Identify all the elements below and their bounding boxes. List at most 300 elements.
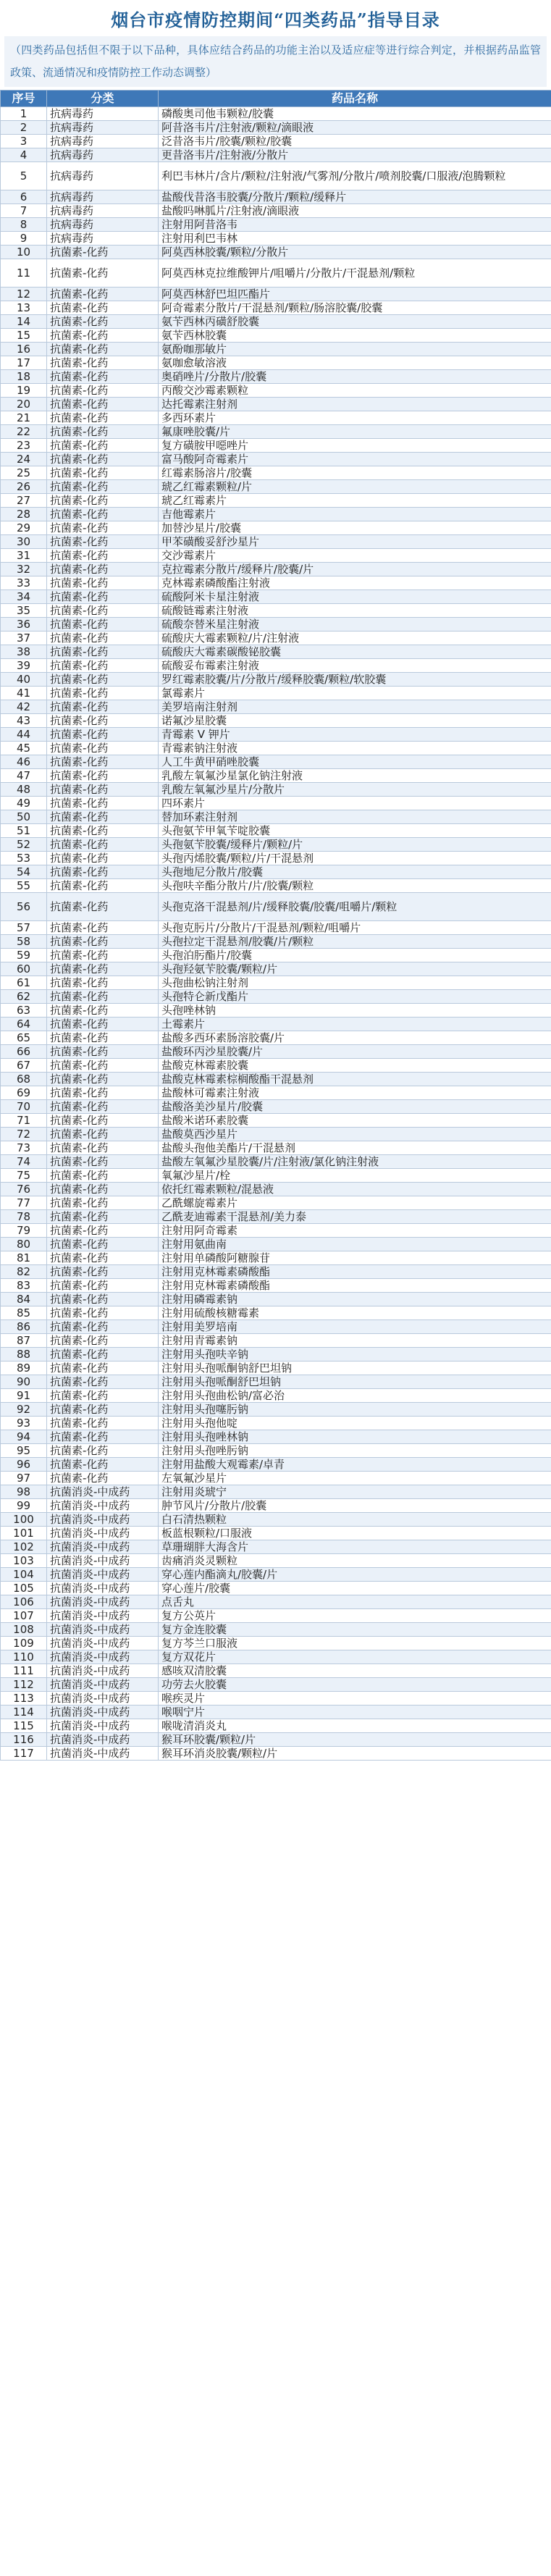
row-name: 盐酸伐昔洛韦胶囊/分散片/颗粒/缓释片: [159, 190, 551, 204]
row-name: 盐酸米诺环素胶囊: [159, 1114, 551, 1128]
row-no: 9: [1, 232, 47, 246]
table-row: [1, 1293, 551, 1306]
table-row: [1, 370, 551, 384]
row-no: 42: [1, 700, 47, 714]
row-name: 阿莫西林舒巴坦匹酯片: [159, 288, 551, 301]
row-no: 22: [1, 425, 47, 439]
table-row: [1, 1499, 551, 1513]
table-row: [1, 1719, 551, 1733]
table-row: [1, 742, 551, 755]
row-no: 82: [1, 1265, 47, 1279]
row-no: 11: [1, 259, 47, 288]
table-row: [1, 466, 551, 480]
row-category: 抗菌素-化药: [47, 949, 159, 962]
row-no: 54: [1, 865, 47, 879]
row-category: 抗菌素-化药: [47, 1403, 159, 1417]
row-no: 38: [1, 645, 47, 659]
row-name: 复方芩兰口服液: [159, 1637, 551, 1650]
row-name: 阿奇霉素分散片/干混悬剂/颗粒/肠溶胶囊/胶囊: [159, 301, 551, 315]
table-row: [1, 949, 551, 962]
table-row: [1, 893, 551, 921]
row-category: 抗菌素-化药: [47, 1320, 159, 1334]
row-name: 乳酸左氧氟沙星片/分散片: [159, 783, 551, 797]
table-row: [1, 769, 551, 783]
row-name: 甲苯磺酸妥舒沙星片: [159, 535, 551, 549]
row-category: 抗菌素-化药: [47, 893, 159, 921]
table-row: [1, 921, 551, 935]
row-name: 头孢克肟片/分散片/干混悬剂/颗粒/咀嚼片: [159, 921, 551, 935]
table-row: [1, 1059, 551, 1073]
row-category: 抗菌素-化药: [47, 356, 159, 370]
row-category: 抗菌消炎-中成药: [47, 1499, 159, 1513]
row-name: 琥乙红霉素片: [159, 494, 551, 508]
row-name: 交沙霉素片: [159, 549, 551, 563]
table-row: [1, 1582, 551, 1595]
row-no: 74: [1, 1155, 47, 1169]
row-no: 105: [1, 1582, 47, 1595]
table-header-row: [1, 91, 551, 107]
row-name: 硫酸庆大霉素颗粒/片/注射液: [159, 632, 551, 645]
table-row: [1, 824, 551, 838]
table-row: [1, 852, 551, 865]
row-category: 抗菌素-化药: [47, 480, 159, 494]
row-no: 76: [1, 1183, 47, 1196]
row-name: 盐酸克林霉素棕榈酸酯干混悬剂: [159, 1073, 551, 1086]
row-name: 氨苄西林丙磺舒胶囊: [159, 315, 551, 329]
document-title: 烟台市疫情防控期间“四类药品”指导目录: [111, 9, 440, 30]
row-name: 盐酸洛美沙星片/胶囊: [159, 1100, 551, 1114]
table-row: [1, 755, 551, 769]
row-no: 95: [1, 1444, 47, 1458]
row-category: 抗菌素-化药: [47, 976, 159, 990]
table-row: [1, 343, 551, 356]
table-row: [1, 1568, 551, 1582]
row-name: 氨苄西林胶囊: [159, 329, 551, 343]
table-row: [1, 659, 551, 673]
table-row: [1, 1623, 551, 1637]
row-name: 盐酸左氧氟沙星胶囊/片/注射液/氯化钠注射液: [159, 1155, 551, 1169]
row-name: 阿莫西林克拉维酸钾片/咀嚼片/分散片/干混悬剂/颗粒: [159, 259, 551, 288]
row-name: 盐酸莫西沙星片: [159, 1128, 551, 1141]
row-name: 盐酸头孢他美酯片/干混悬剂: [159, 1141, 551, 1155]
row-no: 18: [1, 370, 47, 384]
row-category: 抗菌消炎-中成药: [47, 1706, 159, 1719]
row-category: 抗菌素-化药: [47, 1018, 159, 1031]
table-row: [1, 783, 551, 797]
row-category: 抗菌素-化药: [47, 879, 159, 893]
row-name: 复方金连胶囊: [159, 1623, 551, 1637]
row-name: 注射用克林霉素磷酸酯: [159, 1265, 551, 1279]
row-no: 6: [1, 190, 47, 204]
row-no: 28: [1, 508, 47, 521]
row-name: 乙酰麦迪霉素干混悬剂/美力泰: [159, 1210, 551, 1224]
row-category: 抗菌素-化药: [47, 1251, 159, 1265]
row-no: 34: [1, 590, 47, 604]
row-name: 注射用阿昔洛韦: [159, 218, 551, 232]
row-category: 抗菌素-化药: [47, 288, 159, 301]
row-name: 猴耳环胶囊/颗粒/片: [159, 1733, 551, 1747]
row-category: 抗菌消炎-中成药: [47, 1513, 159, 1527]
row-category: 抗菌消炎-中成药: [47, 1527, 159, 1540]
row-name: 穿心莲片/胶囊: [159, 1582, 551, 1595]
row-category: 抗菌素-化药: [47, 742, 159, 755]
row-category: 抗菌消炎-中成药: [47, 1609, 159, 1623]
table-row: [1, 700, 551, 714]
row-category: 抗菌素-化药: [47, 466, 159, 480]
row-category: 抗病毒药: [47, 218, 159, 232]
row-no: 103: [1, 1554, 47, 1568]
table-row: [1, 1637, 551, 1650]
row-no: 113: [1, 1692, 47, 1706]
row-no: 20: [1, 398, 47, 411]
table-row: [1, 1306, 551, 1320]
row-category: 抗菌素-化药: [47, 1472, 159, 1485]
table-row: [1, 1403, 551, 1417]
row-no: 57: [1, 921, 47, 935]
table-row: [1, 232, 551, 246]
row-category: 抗菌素-化药: [47, 1293, 159, 1306]
row-category: 抗菌素-化药: [47, 1348, 159, 1362]
row-category: 抗菌素-化药: [47, 315, 159, 329]
row-no: 116: [1, 1733, 47, 1747]
row-no: 87: [1, 1334, 47, 1348]
row-category: 抗菌素-化药: [47, 494, 159, 508]
row-category: 抗菌素-化药: [47, 962, 159, 976]
row-category: 抗菌素-化药: [47, 1444, 159, 1458]
row-name: 复方双花片: [159, 1650, 551, 1664]
row-no: 56: [1, 893, 47, 921]
row-category: 抗菌素-化药: [47, 1389, 159, 1403]
table-row: [1, 714, 551, 728]
table-row: [1, 576, 551, 590]
table-row: [1, 563, 551, 576]
table-row: [1, 810, 551, 824]
row-no: 94: [1, 1430, 47, 1444]
table-row: [1, 384, 551, 398]
row-no: 59: [1, 949, 47, 962]
row-no: 88: [1, 1348, 47, 1362]
row-name: 头孢丙烯胶囊/颗粒/片/干混悬剂: [159, 852, 551, 865]
table-row: [1, 1196, 551, 1210]
row-no: 68: [1, 1073, 47, 1086]
table-row: [1, 728, 551, 742]
row-name: 美罗培南注射剂: [159, 700, 551, 714]
row-no: 39: [1, 659, 47, 673]
table-row: [1, 935, 551, 949]
row-category: 抗菌素-化药: [47, 301, 159, 315]
row-name: 头孢氨苄胶囊/缓释片/颗粒/片: [159, 838, 551, 852]
row-name: 头孢曲松钠注射剂: [159, 976, 551, 990]
table-row: [1, 1362, 551, 1375]
row-name: 板蓝根颗粒/口服液: [159, 1527, 551, 1540]
row-name: 注射用单磷酸阿糖腺苷: [159, 1251, 551, 1265]
row-no: 92: [1, 1403, 47, 1417]
row-no: 33: [1, 576, 47, 590]
row-no: 112: [1, 1678, 47, 1692]
row-no: 27: [1, 494, 47, 508]
row-no: 10: [1, 246, 47, 259]
row-category: 抗菌素-化药: [47, 673, 159, 687]
table-row: [1, 1031, 551, 1045]
row-category: 抗菌消炎-中成药: [47, 1568, 159, 1582]
row-no: 2: [1, 121, 47, 135]
row-name: 四环素片: [159, 797, 551, 810]
row-category: 抗菌素-化药: [47, 1004, 159, 1018]
row-category: 抗菌素-化药: [47, 343, 159, 356]
row-no: 70: [1, 1100, 47, 1114]
row-no: 83: [1, 1279, 47, 1293]
row-no: 13: [1, 301, 47, 315]
row-category: 抗菌素-化药: [47, 1265, 159, 1279]
table-row: [1, 1540, 551, 1554]
row-category: 抗菌素-化药: [47, 1362, 159, 1375]
row-name: 感咳双清胶囊: [159, 1664, 551, 1678]
row-category: 抗菌素-化药: [47, 1141, 159, 1155]
table-row: [1, 508, 551, 521]
row-no: 46: [1, 755, 47, 769]
table-row: [1, 1389, 551, 1403]
table-row: [1, 1018, 551, 1031]
row-category: 抗菌素-化药: [47, 411, 159, 425]
row-no: 73: [1, 1141, 47, 1155]
row-name: 青霉素 V 钾片: [159, 728, 551, 742]
row-category: 抗菌消炎-中成药: [47, 1692, 159, 1706]
row-category: 抗菌素-化药: [47, 700, 159, 714]
row-no: 63: [1, 1004, 47, 1018]
row-name: 诺氟沙星胶囊: [159, 714, 551, 728]
row-category: 抗菌消炎-中成药: [47, 1747, 159, 1761]
row-category: 抗病毒药: [47, 204, 159, 218]
row-no: 80: [1, 1238, 47, 1251]
row-category: 抗菌素-化药: [47, 1375, 159, 1389]
row-no: 60: [1, 962, 47, 976]
row-no: 29: [1, 521, 47, 535]
row-no: 62: [1, 990, 47, 1004]
row-name: 奥硝唑片/分散片/胶囊: [159, 370, 551, 384]
row-category: 抗菌素-化药: [47, 797, 159, 810]
row-name: 头孢羟氨苄胶囊/颗粒/片: [159, 962, 551, 976]
row-category: 抗菌素-化药: [47, 1128, 159, 1141]
row-name: 注射用硫酸核糖霉素: [159, 1306, 551, 1320]
table-row: [1, 1251, 551, 1265]
table-row: [1, 1706, 551, 1719]
row-name: 克拉霉素分散片/缓释片/胶囊/片: [159, 563, 551, 576]
row-name: 复方磺胺甲噁唑片: [159, 439, 551, 453]
row-name: 琥乙红霉素颗粒/片: [159, 480, 551, 494]
row-name: 头孢地尼分散片/胶囊: [159, 865, 551, 879]
table-row: [1, 1747, 551, 1761]
row-category: 抗菌消炎-中成药: [47, 1678, 159, 1692]
row-name: 人工牛黄甲硝唑胶囊: [159, 755, 551, 769]
row-no: 64: [1, 1018, 47, 1031]
table-row: [1, 1430, 551, 1444]
row-category: 抗菌素-化药: [47, 398, 159, 411]
row-category: 抗菌素-化药: [47, 1417, 159, 1430]
table-row: [1, 1045, 551, 1059]
table-row: [1, 1004, 551, 1018]
row-no: 79: [1, 1224, 47, 1238]
row-no: 17: [1, 356, 47, 370]
row-category: 抗菌素-化药: [47, 453, 159, 466]
table-row: [1, 990, 551, 1004]
row-category: 抗病毒药: [47, 232, 159, 246]
row-category: 抗菌素-化药: [47, 425, 159, 439]
header-name: 药品名称: [159, 91, 551, 107]
row-name: 头孢特仑新戊酯片: [159, 990, 551, 1004]
table-row: [1, 618, 551, 632]
table-row: [1, 398, 551, 411]
row-category: 抗菌素-化药: [47, 1114, 159, 1128]
row-no: 36: [1, 618, 47, 632]
row-no: 81: [1, 1251, 47, 1265]
row-category: 抗菌消炎-中成药: [47, 1485, 159, 1499]
table-row: [1, 1210, 551, 1224]
row-name: 盐酸吗啉胍片/注射液/滴眼液: [159, 204, 551, 218]
row-no: 7: [1, 204, 47, 218]
row-name: 更昔洛韦片/注射液/分散片: [159, 148, 551, 162]
row-category: 抗菌素-化药: [47, 645, 159, 659]
row-no: 32: [1, 563, 47, 576]
row-no: 49: [1, 797, 47, 810]
row-name: 硫酸链霉素注射液: [159, 604, 551, 618]
row-category: 抗菌素-化药: [47, 259, 159, 288]
row-no: 50: [1, 810, 47, 824]
row-no: 25: [1, 466, 47, 480]
row-category: 抗菌消炎-中成药: [47, 1582, 159, 1595]
row-category: 抗菌素-化药: [47, 521, 159, 535]
row-category: 抗菌素-化药: [47, 921, 159, 935]
table-row: [1, 204, 551, 218]
table-row: [1, 1609, 551, 1623]
row-name: 青霉素钠注射液: [159, 742, 551, 755]
row-name: 达托霉素注射剂: [159, 398, 551, 411]
row-no: 71: [1, 1114, 47, 1128]
row-no: 19: [1, 384, 47, 398]
row-name: 喉咽宁片: [159, 1706, 551, 1719]
row-no: 98: [1, 1485, 47, 1499]
row-category: 抗菌素-化药: [47, 659, 159, 673]
row-name: 硫酸阿米卡星注射液: [159, 590, 551, 604]
header-no: 序号: [1, 91, 47, 107]
row-name: 功劳去火胶囊: [159, 1678, 551, 1692]
row-name: 阿昔洛韦片/注射液/颗粒/滴眼液: [159, 121, 551, 135]
row-no: 90: [1, 1375, 47, 1389]
row-name: 替加环素注射剂: [159, 810, 551, 824]
row-name: 草珊瑚胖大海含片: [159, 1540, 551, 1554]
table-row: [1, 1678, 551, 1692]
row-category: 抗菌消炎-中成药: [47, 1719, 159, 1733]
row-category: 抗菌素-化药: [47, 1210, 159, 1224]
row-category: 抗菌素-化药: [47, 604, 159, 618]
row-no: 61: [1, 976, 47, 990]
row-name: 土霉素片: [159, 1018, 551, 1031]
row-name: 注射用头孢他啶: [159, 1417, 551, 1430]
row-no: 4: [1, 148, 47, 162]
row-category: 抗病毒药: [47, 121, 159, 135]
table-row: [1, 879, 551, 893]
row-category: 抗菌素-化药: [47, 246, 159, 259]
table-row: [1, 1155, 551, 1169]
row-category: 抗菌素-化药: [47, 1279, 159, 1293]
row-name: 氟康唑胶囊/片: [159, 425, 551, 439]
table-row: [1, 1100, 551, 1114]
row-name: 氨酚咖那敏片: [159, 343, 551, 356]
table-row: [1, 259, 551, 288]
row-category: 抗菌素-化药: [47, 1073, 159, 1086]
table-row: [1, 535, 551, 549]
row-no: 15: [1, 329, 47, 343]
row-name: 盐酸多西环素肠溶胶囊/片: [159, 1031, 551, 1045]
row-no: 45: [1, 742, 47, 755]
table-row: [1, 590, 551, 604]
row-no: 97: [1, 1472, 47, 1485]
row-name: 磷酸奥司他韦颗粒/胶囊: [159, 107, 551, 121]
table-row: [1, 687, 551, 700]
row-name: 喉疾灵片: [159, 1692, 551, 1706]
table-row: [1, 865, 551, 879]
row-no: 40: [1, 673, 47, 687]
row-name: 罗红霉素胶囊/片/分散片/缓释胶囊/颗粒/软胶囊: [159, 673, 551, 687]
row-no: 111: [1, 1664, 47, 1678]
row-name: 齿痛消炎灵颗粒: [159, 1554, 551, 1568]
row-name: 氨咖愈敏溶液: [159, 356, 551, 370]
row-name: 利巴韦林片/含片/颗粒/注射液/气雾剂/分散片/喷剂胶囊/口服液/泡腾颗粒: [159, 162, 551, 190]
table-row: [1, 1348, 551, 1362]
row-no: 5: [1, 162, 47, 190]
row-category: 抗菌素-化药: [47, 783, 159, 797]
table-row: [1, 1169, 551, 1183]
row-name: 注射用头孢唑肟钠: [159, 1444, 551, 1458]
row-no: 75: [1, 1169, 47, 1183]
table-row: [1, 1114, 551, 1128]
table-row: [1, 480, 551, 494]
row-category: 抗菌素-化药: [47, 865, 159, 879]
row-name: 注射用利巴韦林: [159, 232, 551, 246]
row-category: 抗菌消炎-中成药: [47, 1650, 159, 1664]
row-name: 硫酸庆大霉素碳酸铋胶囊: [159, 645, 551, 659]
row-no: 109: [1, 1637, 47, 1650]
row-name: 吉他霉素片: [159, 508, 551, 521]
table-row: [1, 1444, 551, 1458]
table-row: [1, 411, 551, 425]
row-no: 96: [1, 1458, 47, 1472]
row-name: 红霉素肠溶片/胶囊: [159, 466, 551, 480]
row-category: 抗菌素-化药: [47, 535, 159, 549]
row-no: 12: [1, 288, 47, 301]
row-no: 114: [1, 1706, 47, 1719]
row-no: 77: [1, 1196, 47, 1210]
row-name: 头孢克洛干混悬剂/片/缓释胶囊/胶囊/咀嚼片/颗粒: [159, 893, 551, 921]
row-category: 抗菌素-化药: [47, 563, 159, 576]
row-name: 注射用氨曲南: [159, 1238, 551, 1251]
row-category: 抗菌素-化药: [47, 1100, 159, 1114]
row-name: 头孢呋辛酯分散片/片/胶囊/颗粒: [159, 879, 551, 893]
drug-table: [0, 90, 551, 1761]
row-no: 31: [1, 549, 47, 563]
row-name: 注射用盐酸大观霉素/卓青: [159, 1458, 551, 1472]
row-category: 抗菌素-化药: [47, 990, 159, 1004]
row-name: 注射用头孢哌酮钠舒巴坦钠: [159, 1362, 551, 1375]
row-no: 107: [1, 1609, 47, 1623]
row-name: 盐酸克林霉素胶囊: [159, 1059, 551, 1073]
table-row: [1, 1417, 551, 1430]
row-category: 抗菌素-化药: [47, 590, 159, 604]
row-no: 23: [1, 439, 47, 453]
row-name: 猴耳环消炎胶囊/颗粒/片: [159, 1747, 551, 1761]
row-no: 106: [1, 1595, 47, 1609]
row-category: 抗菌素-化药: [47, 935, 159, 949]
table-row: [1, 190, 551, 204]
